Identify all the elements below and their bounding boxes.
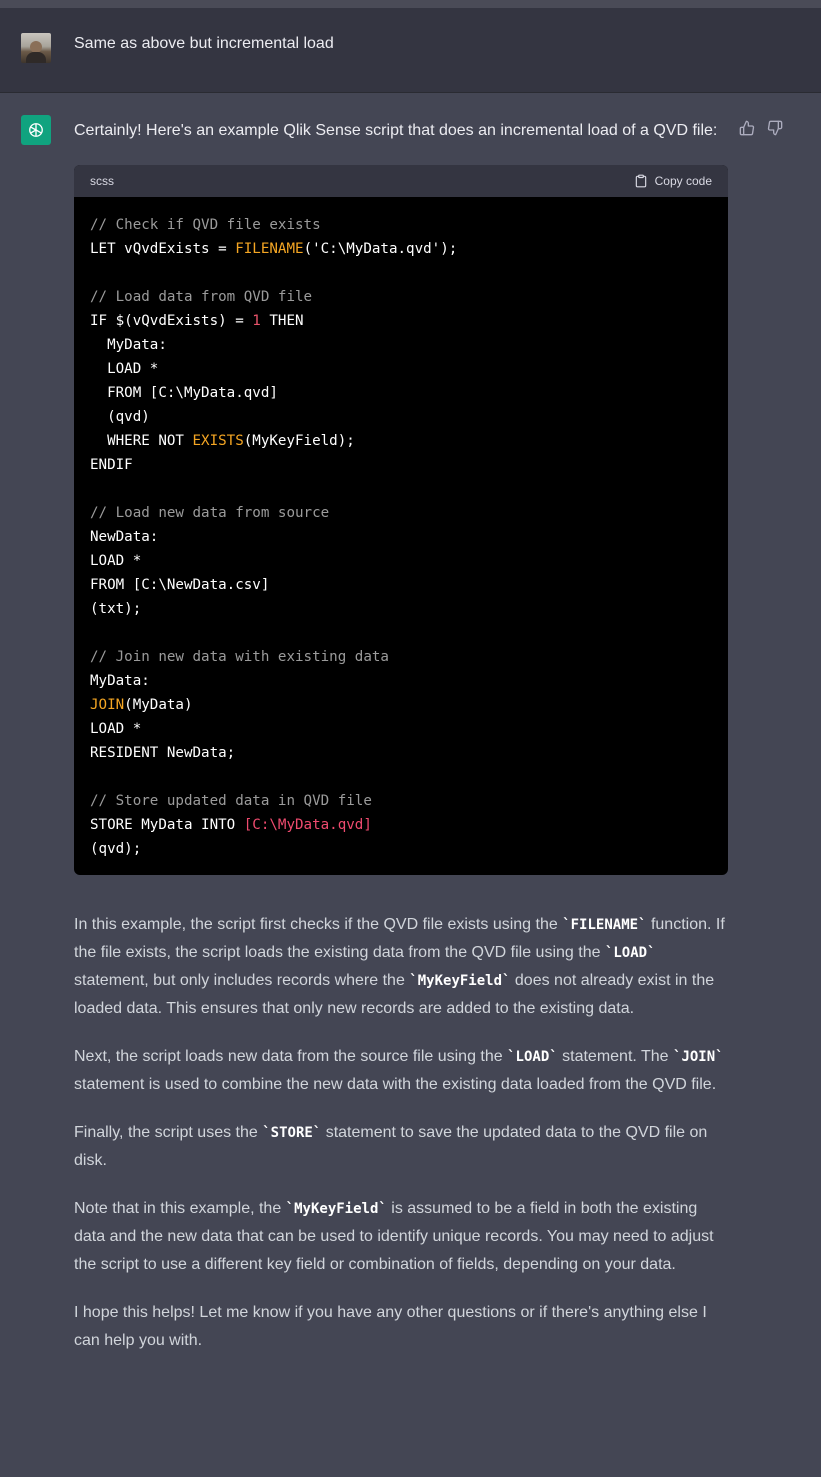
code-line: (txt); xyxy=(90,601,142,617)
copy-code-button[interactable] xyxy=(634,167,712,195)
code-line: NewData: xyxy=(90,529,159,545)
user-message-row xyxy=(0,8,821,93)
code-line: FROM [C:\NewData.csv] xyxy=(90,577,270,593)
user-message-text: Same as above but incremental load xyxy=(74,35,334,52)
code-line: FROM [C:\MyData.qvd] xyxy=(90,385,278,401)
code-line: (qvd); xyxy=(90,841,142,857)
inline-code: `JOIN` xyxy=(673,1049,724,1065)
feedback-controls xyxy=(739,120,783,136)
code-block xyxy=(74,165,728,875)
code-line: LOAD * xyxy=(90,553,142,569)
inline-code: `MyKeyField` xyxy=(285,1201,387,1217)
paragraph-finally: Finally, the script uses the `STORE` statement to save the updated data to the QVD file on disk. xyxy=(74,1124,708,1169)
code-line: LET vQvdExists = FILENAME('C:\MyData.qvd'); xyxy=(90,241,458,257)
inline-code: `LOAD` xyxy=(604,945,656,961)
code-line: // Load data from QVD file xyxy=(90,289,313,305)
inline-code: `MyKeyField` xyxy=(409,973,511,989)
code-line: (qvd) xyxy=(90,409,150,425)
code-line: LOAD * xyxy=(90,361,159,377)
code-line: RESIDENT NewData; xyxy=(90,745,236,761)
paragraph-note: Note that in this example, the `MyKeyField` is assumed to be a field in both the existing data and the new data that can be used to identify unique records. You may need to adjust the script to use a different key field or combination of fields, depending on your data. xyxy=(74,1200,714,1273)
inline-code: `FILENAME` xyxy=(562,917,647,933)
code-block-header xyxy=(74,165,728,197)
code-line: STORE MyData INTO [C:\MyData.qvd] xyxy=(90,817,372,833)
assistant-message-row xyxy=(0,93,821,1477)
code-line: LOAD * xyxy=(90,721,142,737)
code-line: // Load new data from source xyxy=(90,505,330,521)
code-line: IF $(vQvdExists) = 1 THEN xyxy=(90,313,304,329)
copy-code-label: Copy code xyxy=(654,174,712,188)
thumbs-down-icon[interactable] xyxy=(767,120,783,136)
code-content xyxy=(74,197,728,875)
code-line: // Store updated data in QVD file xyxy=(90,793,372,809)
code-line: ENDIF xyxy=(90,457,133,473)
assistant-message-content xyxy=(74,93,728,1355)
top-strip xyxy=(0,0,821,8)
code-line: JOIN(MyData) xyxy=(90,697,193,713)
clipboard-icon xyxy=(634,174,648,188)
thumbs-up-icon[interactable] xyxy=(739,120,755,136)
paragraph-next: Next, the script loads new data from the source file using the `LOAD` statement. The `JOIN` statement is used to combine the new data with the existing data loaded from the QVD file. xyxy=(74,1048,724,1093)
assistant-intro-text: Certainly! Here's an example Qlik Sense script that does an incremental load of a QVD file: xyxy=(74,122,718,139)
openai-logo-icon xyxy=(21,115,51,145)
code-line: // Join new data with existing data xyxy=(90,649,389,665)
code-line: MyData: xyxy=(90,673,150,689)
paragraph-closing: I hope this helps! Let me know if you have any other questions or if there's anything else I can help you with. xyxy=(74,1304,707,1349)
inline-code: `LOAD` xyxy=(507,1049,558,1065)
paragraph-explanation: In this example, the script first checks if the QVD file exists using the `FILENAME` function. If the file exists, the script loads the existing data from the QVD file using the `LOAD` statement, but only includes records where the `MyKeyField` does not already exist in the loaded data. This ensures that only new records are added to the existing data. xyxy=(74,916,725,1017)
code-line: WHERE NOT EXISTS(MyKeyField); xyxy=(90,433,355,449)
code-language-label: scss xyxy=(90,174,114,188)
code-line: MyData: xyxy=(90,337,167,353)
inline-code: `STORE` xyxy=(262,1125,322,1141)
user-photo-avatar xyxy=(21,33,51,63)
code-line: // Check if QVD file exists xyxy=(90,217,321,233)
